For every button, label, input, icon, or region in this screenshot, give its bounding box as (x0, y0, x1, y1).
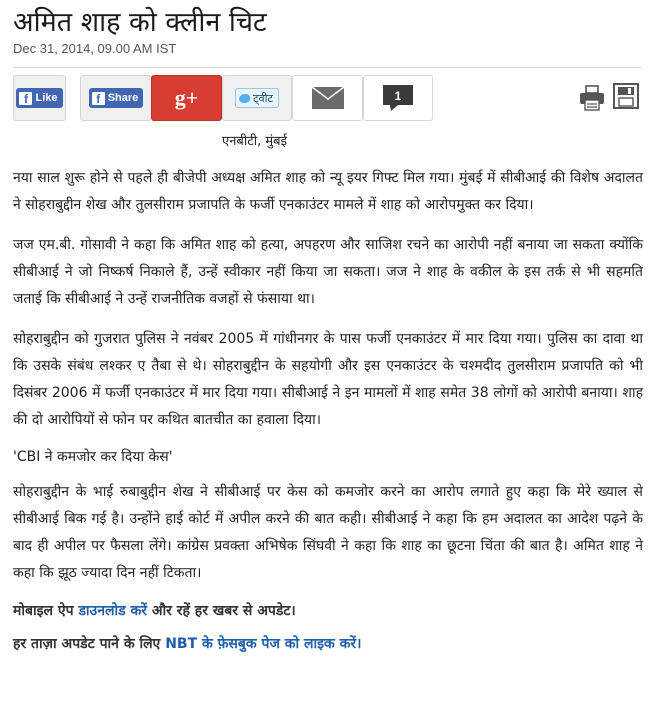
article-paragraph: जज एम.बी. गोसावी ने कहा कि अमित शाह को हत्या, अपहरण और साजिश रचने का आरोपी नहीं बनाया जा सकता क्योंकि सीबीआई ने जो निष्कर्ष निकाले हैं, उन्हें स्वीकार नहीं किया जा सकता। जज ने शाह के वकील के इस तर्क से भी सहमति जताई कि सीबीआई ने उन्हें राजनीतिक वजहों से फंसाया था। (13, 237, 643, 307)
mail-icon (311, 86, 345, 110)
tweet-pill (235, 88, 279, 108)
facebook-page-promo (13, 633, 643, 655)
app-download-link[interactable]: डाउनलोड करें (78, 603, 147, 619)
google-plus-icon: g+ (174, 85, 199, 110)
app-promo-suffix: और रहें हर खबर से अपडेट। (151, 603, 296, 619)
article-paragraph: नया साल शुरू होने से पहले ही बीजेपी अध्यक्ष अमित शाह को न्यू इयर गिफ्ट मिल गया। मुंबई में सीबीआई की विशेष अदालत ने सोहराबुद्दीन शेख और तुलसीराम प्रजापति के फर्जी एनकाउंटर मामले में शाह को आरोपमुक्त कर दिया। (13, 170, 643, 213)
article-title: अमित शाह को क्लीन चिट (13, 7, 267, 38)
comment-icon (382, 84, 414, 112)
facebook-share-pill (89, 88, 144, 108)
article-paragraph: सोहराबुद्दीन को गुजरात पुलिस ने नवंबर 2005 में गांधीनगर के पास फर्जी एनकाउंटर में मार दिया गया। पुलिस का दावा था कि उसके संबंध लश्कर ए तैबा से थे। सोहराबुद्दीन के सहयोगी और इस एनकाउंटर के चश्मदीद तुलसीराम प्रजापति को भी दिसंबर 2006 में फर्जी एनकाउंटर में मार दिया गया। सीबीआई ने इन मामलों में शाह समेत 38 लोगों को आरोपी बनाया। शाह की दो आरोपियों से फोन पर कथित बातचीत का हवाला दिया। (13, 331, 643, 428)
tweet-button[interactable] (222, 75, 292, 121)
email-button[interactable] (292, 75, 363, 121)
fb-promo-prefix: हर ताज़ा अपडेट पाने के लिए (13, 636, 161, 652)
article-byline: एनबीटी, मुंबई (222, 134, 287, 149)
print-icon[interactable] (579, 85, 605, 111)
facebook-like-label: Like (35, 92, 58, 104)
article-dateline: Dec 31, 2014, 09.00 AM IST (13, 41, 177, 56)
twitter-bird-icon (239, 94, 250, 103)
app-promo-prefix: मोबाइल ऐप (13, 603, 74, 619)
comment-button[interactable] (363, 75, 433, 121)
article-paragraph: सोहराबुद्दीन के भाई रुबाबुद्दीन शेख ने सीबीआई पर केस को कमजोर करने का आरोप लगाते हुए कहा कि मेरे ख्याल से सीबीआई बिक गई है। उन्होंने हाई कोर्ट में अपील करने की बात कही। सीबीआई ने कहा कि हम अदालत का आदेश पढ़ने के बाद ही अपील पर फैसला लेंगे। कांग्रेस प्रवक्ता अभिषेक सिंघवी ने कहा कि शाह का छूटना चिंता की बात है। अमित शाह ने कहा कि झूठ ज्यादा दिन नहीं टिकता। (13, 484, 643, 581)
save-icon[interactable] (613, 83, 639, 109)
app-download-promo (13, 600, 643, 622)
google-plus-button[interactable] (151, 75, 222, 121)
facebook-share-label: Share (107, 92, 139, 104)
facebook-icon: f (19, 92, 32, 105)
comment-count: 1 (394, 89, 402, 103)
article-body (13, 165, 643, 666)
facebook-share-button[interactable] (80, 75, 152, 121)
header-divider (13, 67, 641, 68)
article-subheading: 'CBI ने कमजोर कर दिया केस' (13, 449, 173, 465)
facebook-icon: f (92, 92, 105, 105)
facebook-page-link[interactable]: NBT के फ़ेसबुक पेज को लाइक करें। (165, 636, 362, 652)
share-toolbar (13, 75, 643, 123)
facebook-like-pill (16, 88, 62, 108)
facebook-like-button[interactable] (13, 75, 66, 121)
tweet-label: ट्वीट (252, 91, 274, 105)
